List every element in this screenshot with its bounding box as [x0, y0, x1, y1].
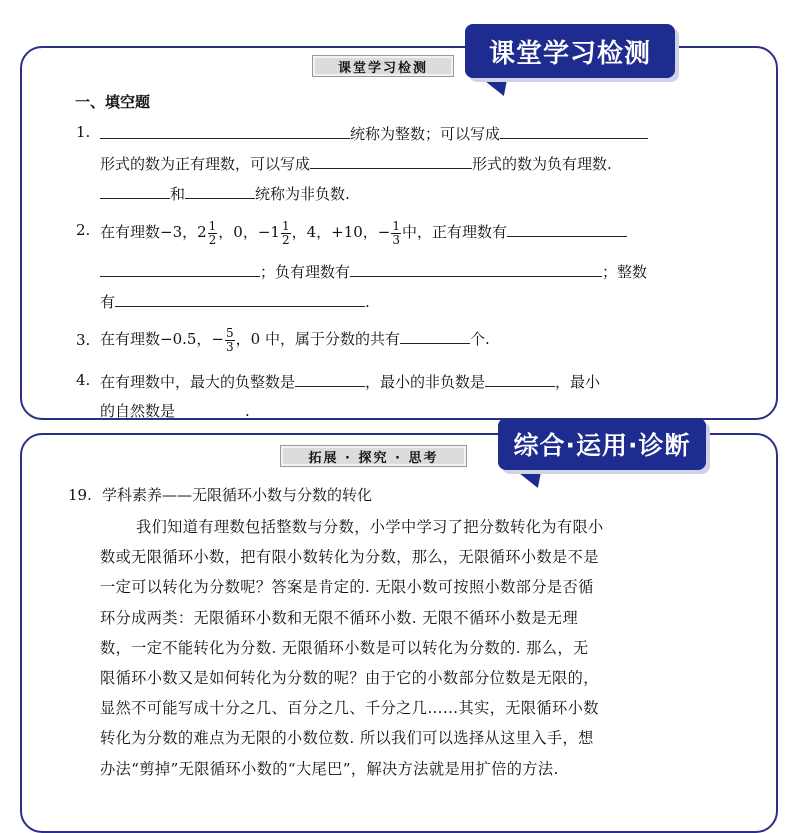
answer-blank[interactable] — [100, 122, 350, 139]
question-4-line-1: 在有理数中，最大的负整数是 ，最小的非负数是 ，最小 — [100, 370, 600, 392]
question-1-number: 1. — [76, 123, 91, 141]
body-line: 转化为分数的难点为无限的小数位数. 所以我们可以选择从这里入手，想 — [100, 729, 594, 748]
answer-blank[interactable] — [507, 220, 627, 237]
answer-blank[interactable] — [350, 260, 602, 277]
comprehensive-diagnosis-tag: 综合·运用·诊断 — [498, 418, 706, 470]
question-19-body — [100, 512, 700, 784]
question-3-number: 3. — [76, 331, 91, 349]
body-line: 显然不可能写成十分之几、百分之几、千分之几……其实，无限循环小数 — [100, 699, 599, 718]
answer-blank[interactable] — [175, 399, 245, 416]
body-line: 环分成两类：无限循环小数和无限不循环小数. 无限不循环小数是无理 — [100, 608, 579, 627]
fraction: $\frac{1}{2}$ — [208, 218, 217, 247]
question-2-number: 2. — [76, 221, 91, 239]
fraction: $\frac{5}{3}$ — [226, 325, 234, 354]
body-line: 限循环小数又是如何转化为分数的呢？由于它的小数部分位数是无限的， — [100, 669, 599, 688]
section-heading-fill-blank: 一、填空题 — [75, 93, 151, 111]
question-4-number: 4. — [76, 371, 91, 389]
question-19-title: 学科素养——无限循环小数与分数的转化 — [102, 486, 373, 504]
question-2-line-1: 在有理数−3，2 $\frac{1}{2}$ ，0，−1 $\frac{1}{2}$ ，4，+10，− $\frac{1}{3}$ 中，正有理数有 — [100, 219, 627, 247]
answer-blank[interactable] — [100, 260, 260, 277]
question-1-line-3: 和 统称为非负数. — [100, 182, 350, 204]
answer-blank[interactable] — [500, 122, 648, 139]
question-2-line-3: 有 . — [100, 290, 370, 312]
answer-blank[interactable] — [310, 152, 472, 169]
question-1-line-2: 形式的数为正有理数，可以写成 形式的数为负有理数. — [100, 152, 612, 174]
fraction: $\frac{1}{2}$ — [281, 218, 290, 247]
question-4-line-2: 的自然数是 . — [100, 399, 250, 421]
answer-blank[interactable] — [400, 327, 470, 344]
body-line: 数或无限循环小数，把有限小数转化为分数，那么，无限循环小数是不是 — [100, 548, 599, 567]
section-header-classroom-test: 课堂学习检测 — [312, 55, 454, 77]
classroom-test-tag: 课堂学习检测 — [465, 24, 675, 78]
answer-blank[interactable] — [485, 370, 555, 387]
body-line: 数，一定不能转化为分数. 无限循环小数是可以转化为分数的. 那么，无 — [100, 638, 589, 657]
question-3-line-1: 在有理数−0.5，− $\frac{5}{3}$ ，0 中，属于分数的共有 个. — [100, 325, 490, 354]
fraction: $\frac{1}{3}$ — [392, 218, 401, 247]
answer-blank[interactable] — [295, 370, 365, 387]
body-line: 一定可以转化为分数呢？答案是肯定的. 无限小数可按照小数部分是否循 — [100, 578, 594, 597]
answer-blank[interactable] — [100, 182, 170, 199]
question-2-line-2: ；负有理数有 ；整数 — [100, 260, 647, 282]
answer-blank[interactable] — [115, 290, 365, 307]
question-19-number: 19. — [68, 486, 92, 504]
body-line: 办法“剪掉”无限循环小数的“大尾巴”，解决方法就是用扩倍的方法. — [100, 759, 559, 778]
body-line: 我们知道有理数包括整数与分数，小学中学习了把分数转化为有限小 — [136, 518, 604, 536]
question-1-line-1: 统称为整数；可以写成 — [100, 122, 648, 144]
answer-blank[interactable] — [185, 182, 255, 199]
section-header-extension: 拓展 · 探究 · 思考 — [280, 445, 467, 467]
